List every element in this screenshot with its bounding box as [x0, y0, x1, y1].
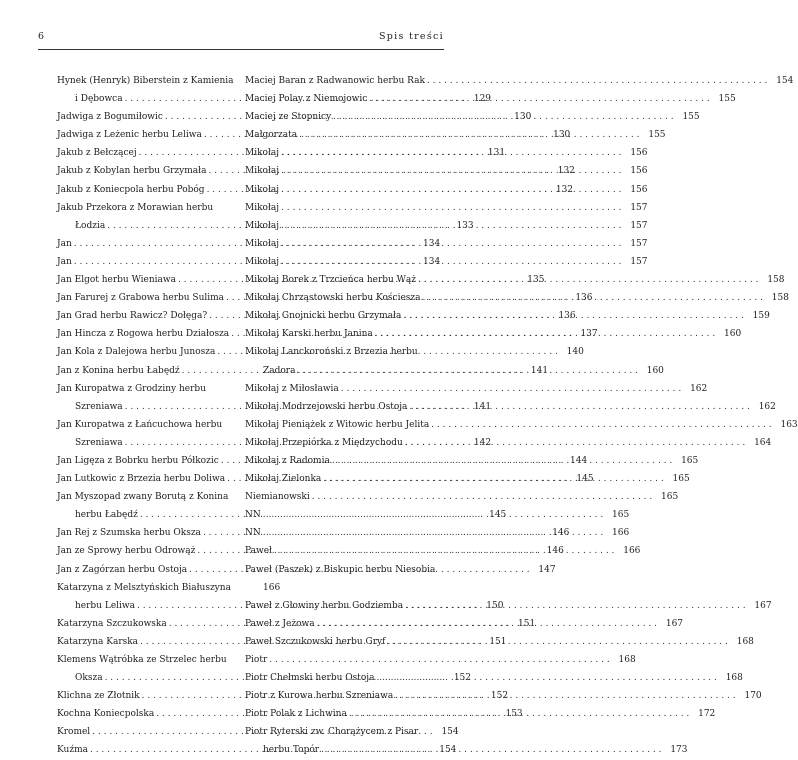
toc-entry-page: 135 — [527, 275, 545, 286]
toc-entry-title: Jan Hincza z Rogowa herbu Działosza — [57, 329, 230, 340]
dot-leader — [279, 199, 623, 217]
toc-entry-title: Mikołaj Pieniążek z Witowic herbu Jelita — [245, 419, 430, 430]
toc-entry-page: 147 — [538, 564, 556, 575]
toc-entry-title: Mikołaj Lanckoroński z Brzezia herbu — [245, 347, 418, 358]
dot-leader — [374, 669, 718, 687]
toc-entry-title: Jan Grad herbu Rawicz? Dołęga? — [57, 311, 208, 322]
toc-entry-title: Jakub z Bełczącej — [57, 148, 137, 159]
toc-entry-page: 165 — [612, 510, 630, 521]
dot-leader — [416, 271, 760, 289]
toc-entry-page: 134 — [423, 238, 441, 249]
dot-leader — [330, 452, 674, 470]
toc-entry-page: 145 — [489, 510, 507, 521]
toc-entry-title: Małgorzata — [245, 130, 298, 141]
toc-entry-title: Klemens Wątróbka ze Strzelec herbu — [57, 655, 227, 665]
dot-leader — [331, 108, 675, 126]
toc-entry-title: Maciej ze Stopnicy — [245, 112, 332, 123]
toc-entry-title: Jan Elgot herbu Wieniawa — [57, 275, 176, 286]
dot-leader — [321, 470, 665, 488]
toc-entry-page: 145 — [576, 474, 594, 485]
running-header-title: Spis treści — [378, 31, 444, 42]
toc-entry-title: Mikołaj — [245, 238, 280, 249]
toc-entry-title: NN — [245, 528, 261, 539]
toc-entry-title: Piotr z Kurowa herbu Szreniawa — [245, 691, 394, 702]
toc-entry-page: 146 — [546, 546, 564, 557]
dot-leader — [367, 90, 711, 108]
dot-leader — [407, 398, 751, 416]
toc-entry-page: 154 — [441, 727, 459, 738]
toc-entry-page: 136 — [575, 293, 593, 304]
toc-entry-title: Paweł (Paszek) z Biskupic herbu Niesobia — [245, 564, 436, 575]
toc-entry-title: herbu Leliwa — [75, 600, 135, 611]
toc-entry-page: 141 — [530, 365, 549, 376]
dot-leader — [279, 235, 623, 253]
toc-entry-title: Paweł — [245, 546, 272, 557]
toc-entry-title: Jakub z Kobylan herbu Grzymała — [57, 166, 207, 177]
toc-entry-page: 157 — [630, 256, 648, 267]
toc-entry-title: Mikołaj Borek z Trzcieńca herbu Wąż — [245, 275, 417, 286]
dot-leader — [261, 524, 605, 542]
toc-entry-page: 168 — [725, 673, 743, 684]
dot-leader — [279, 253, 623, 271]
toc-entry-title: Piotr — [245, 655, 268, 665]
toc-entry-title: i Dębowca — [75, 94, 123, 105]
toc-entry-title: Jadwiga z Leżenic herbu Leliwa — [57, 130, 202, 141]
dot-leader — [393, 687, 737, 705]
page-number: 6 — [38, 31, 45, 42]
toc-entry-page: 152 — [490, 691, 509, 702]
toc-entry-page: 170 — [744, 691, 762, 702]
toc-entry-page: 130 — [514, 112, 532, 123]
toc-entry-title: Katarzyna Szczukowska — [57, 618, 167, 629]
toc-entry-title: Mikołaj Chrząstowski herbu Kościesza — [245, 293, 421, 304]
toc-entry-title: Mikołaj Przepiórka z Międzychodu — [245, 437, 403, 448]
dot-leader — [347, 705, 691, 723]
toc-entry-title: Jan Kuropatwa z Łańcuchowa herbu — [57, 419, 223, 430]
toc-entry-page: 132 — [557, 166, 575, 177]
dot-leader — [429, 416, 773, 434]
toc-entry-page: 167 — [665, 618, 684, 629]
toc-entry-page: 165 — [672, 474, 690, 485]
toc-entry-title: Mikołaj z Radomia — [245, 455, 330, 466]
toc-entry-page: 159 — [752, 311, 770, 322]
toc-entry-page: 154 — [776, 76, 794, 86]
toc-entry-title: Paweł z Jeżowa — [245, 618, 315, 629]
toc-entry-page: 154 — [439, 745, 457, 756]
toc-entry-title: Maciej Polay z Niemojowic — [245, 94, 368, 105]
toc-entry-title: Maciej Baran z Radwanowic herbu Rak — [245, 76, 425, 86]
toc-entry-page: 131 — [487, 148, 506, 159]
toc-entry-page: 168 — [736, 636, 754, 647]
toc-entry-page: 156 — [630, 166, 648, 177]
dot-leader — [267, 651, 611, 669]
toc-entry-page: 146 — [552, 528, 570, 539]
toc-entry-title: Mikołaj — [245, 256, 280, 267]
toc-entry-title: Paweł Szczukowski herbu Gryf — [245, 636, 386, 647]
toc-entry-page: 156 — [630, 148, 648, 159]
toc-entry-page: 151 — [518, 618, 536, 629]
toc-entry-page: 142 — [473, 437, 492, 448]
toc-entry-title: Mikołaj — [245, 202, 280, 213]
toc-entry-page: 137 — [580, 329, 598, 340]
dot-leader — [310, 488, 654, 506]
toc-entry-page: 152 — [453, 673, 472, 684]
toc-entry-title: Paweł z Głowiny herbu Godziemba — [245, 600, 404, 611]
toc-entry-title: Jan Myszopad zwany Borutą z Konina — [57, 492, 229, 503]
toc-entry-page: 156 — [630, 184, 648, 195]
toc-entry-page: 162 — [758, 401, 776, 412]
toc-entry-page: 144 — [570, 455, 588, 466]
toc-entry-page: 150 — [486, 600, 504, 611]
toc-entry-title: Zadora — [263, 365, 296, 376]
toc-entry — [245, 579, 428, 597]
toc-entry-page: 153 — [505, 709, 523, 720]
toc-entry — [245, 380, 708, 398]
toc-entry-page: 167 — [754, 600, 772, 611]
dot-leader — [295, 362, 639, 380]
dot-leader — [421, 289, 765, 307]
toc-entry-page: 157 — [630, 238, 648, 249]
dot-leader — [339, 380, 683, 398]
toc-entry-page: 168 — [618, 655, 636, 665]
dot-leader — [272, 542, 616, 560]
toc-entry-title: Jan Kuropatwa z Grodziny herbu — [57, 383, 206, 394]
toc-entry — [245, 651, 636, 669]
toc-entry — [245, 416, 798, 434]
toc-entry-page: 172 — [698, 709, 716, 720]
toc-entry-title: Jan Farurej z Grabowa herbu Sulima — [57, 293, 225, 304]
toc-entry-title: Kromel — [57, 727, 91, 738]
toc-entry-title: Mikołaj Gnojnicki herbu Grzymała — [245, 311, 402, 322]
dot-leader — [297, 126, 641, 144]
toc-entry-page: 134 — [423, 256, 441, 267]
toc-entry-title: NN — [245, 510, 261, 521]
toc-entry — [245, 561, 436, 579]
toc-entry-page: 155 — [648, 130, 666, 141]
toc-entry-title: Mikołaj Modrzejowski herbu Ostoja — [245, 401, 408, 412]
toc-entry-page: 158 — [771, 293, 789, 304]
toc-entry-title: Szreniawa — [75, 437, 123, 448]
toc-entry-page: 155 — [682, 112, 700, 123]
toc-entry-title: Jan — [57, 238, 72, 249]
dot-leader — [425, 72, 769, 90]
toc-entry-title: Katarzyna z Melsztyńskich Białuszyna — [57, 582, 231, 593]
toc-entry-page: 173 — [670, 745, 688, 756]
toc-entry-title: herbu Łabędź — [75, 510, 138, 521]
toc-entry-page: 160 — [646, 365, 664, 376]
toc-entry-page: 151 — [489, 636, 507, 647]
toc-entry-title: Mikołaj Zielonka — [245, 474, 322, 485]
toc-entry — [245, 488, 679, 506]
toc-entry-title: Mikołaj Karski herbu Janina — [245, 329, 373, 340]
dot-leader — [319, 741, 663, 759]
toc-entry-title: Kochna Koniecpolska — [57, 709, 155, 720]
toc-entry-page: 166 — [623, 546, 641, 557]
toc-entry-page: 157 — [630, 202, 648, 213]
toc-entry-title: Piotr Polak z Lichwina — [245, 709, 347, 720]
toc-entry — [57, 488, 254, 506]
header-rule — [38, 49, 444, 50]
toc-entry-title: Piotr Ryterski zw. Chorążycem z Pisar — [245, 727, 419, 738]
toc-entry-title: Piotr Chełmski herbu Ostoja — [245, 673, 375, 684]
toc-entry — [245, 723, 428, 741]
toc-entry-title: Szreniawa — [75, 401, 123, 412]
toc-entry — [245, 199, 648, 217]
toc-entry-page: 136 — [558, 311, 576, 322]
dot-leader — [403, 597, 747, 615]
toc-entry-page: 157 — [630, 220, 648, 231]
toc-entry-page: 158 — [767, 275, 785, 286]
toc-entry-title: Oksza — [75, 673, 103, 684]
toc-entry-page: 129 — [473, 94, 492, 105]
toc-entry — [245, 72, 794, 90]
toc-entry-page: 132 — [555, 184, 574, 195]
toc-entry-title: Jan ze Sprowy herbu Odrowąż — [57, 546, 196, 557]
toc-entry-page: 133 — [456, 220, 474, 231]
toc-entry-title: Niemianowski — [245, 492, 310, 503]
toc-entry-page: 165 — [681, 455, 699, 466]
toc-entry-title: Jan Ligęza z Bobrku herbu Półkozic — [57, 455, 219, 466]
toc-entry-title: Mikołaj — [245, 166, 280, 177]
toc-entry-title: herbu Topór — [263, 745, 320, 756]
toc-entry-title: Jadwiga z Bogumiłowic — [57, 112, 163, 123]
toc-entry-title: Katarzyna Karska — [57, 636, 139, 647]
toc-entry — [57, 506, 507, 524]
toc-entry-page: 160 — [724, 329, 742, 340]
dot-leader — [279, 217, 623, 235]
toc-entry-title: Klichna ze Złotnik — [57, 691, 140, 702]
dot-leader — [279, 162, 623, 180]
toc-entry-title: Jan z Konina herbu Łabędź — [57, 365, 180, 376]
toc-entry-title: Jan — [57, 256, 72, 267]
toc-entry — [245, 343, 428, 361]
toc-entry-page: 165 — [661, 492, 679, 503]
toc-entry-title: Jan Lutkowic z Brzezia herbu Doliwa — [57, 474, 226, 485]
toc-entry-title: Hynek (Henryk) Biberstein z Kamienia — [57, 76, 234, 86]
toc-entry-title: Mikołaj z Miłosławia — [245, 383, 339, 394]
toc-entry-title: Kuźma — [57, 745, 88, 756]
dot-leader — [385, 633, 729, 651]
toc-entry-page: 155 — [718, 94, 736, 105]
toc-entry-title: Mikołaj — [245, 148, 280, 159]
toc-entry-page: 164 — [754, 437, 772, 448]
toc-entry — [57, 579, 254, 597]
dot-leader — [279, 144, 623, 162]
toc-entry-page: 163 — [780, 419, 798, 430]
dot-leader — [315, 615, 659, 633]
toc-entry-title: Jan z Zagórzan herbu Ostoja — [57, 564, 188, 575]
toc-entry-page: 140 — [566, 347, 584, 358]
toc-entry — [57, 416, 254, 434]
toc-entry-title: Mikołaj — [245, 184, 280, 195]
dot-leader — [373, 325, 717, 343]
toc-entry — [57, 72, 254, 90]
dot-leader — [401, 307, 745, 325]
toc-entry — [57, 524, 570, 542]
dot-leader — [261, 506, 605, 524]
toc-entry-title: Jan Rej z Szumska herbu Oksza — [57, 528, 201, 539]
toc-entry-page: 141 — [473, 401, 492, 412]
toc-entry-title: Mikołaj — [245, 220, 280, 231]
toc-entry-page: 162 — [690, 383, 708, 394]
toc-entry-title: Jakub Przekora z Morawian herbu — [57, 202, 214, 213]
dot-leader — [279, 181, 623, 199]
toc-entry — [57, 380, 254, 398]
toc-entry-title: Jakub z Koniecpola herbu Pobóg — [57, 184, 205, 195]
toc-entry — [57, 651, 254, 669]
toc-entry-page: 130 — [553, 130, 571, 141]
toc-entry-title: 166 — [263, 582, 281, 593]
toc-entry-title: Jan Kola z Dalejowa herbu Junosza — [57, 347, 216, 358]
toc-entry-page: 166 — [612, 528, 630, 539]
toc-entry-title: Łodzia — [75, 220, 106, 231]
dot-leader — [403, 434, 747, 452]
toc-entry — [57, 199, 254, 217]
